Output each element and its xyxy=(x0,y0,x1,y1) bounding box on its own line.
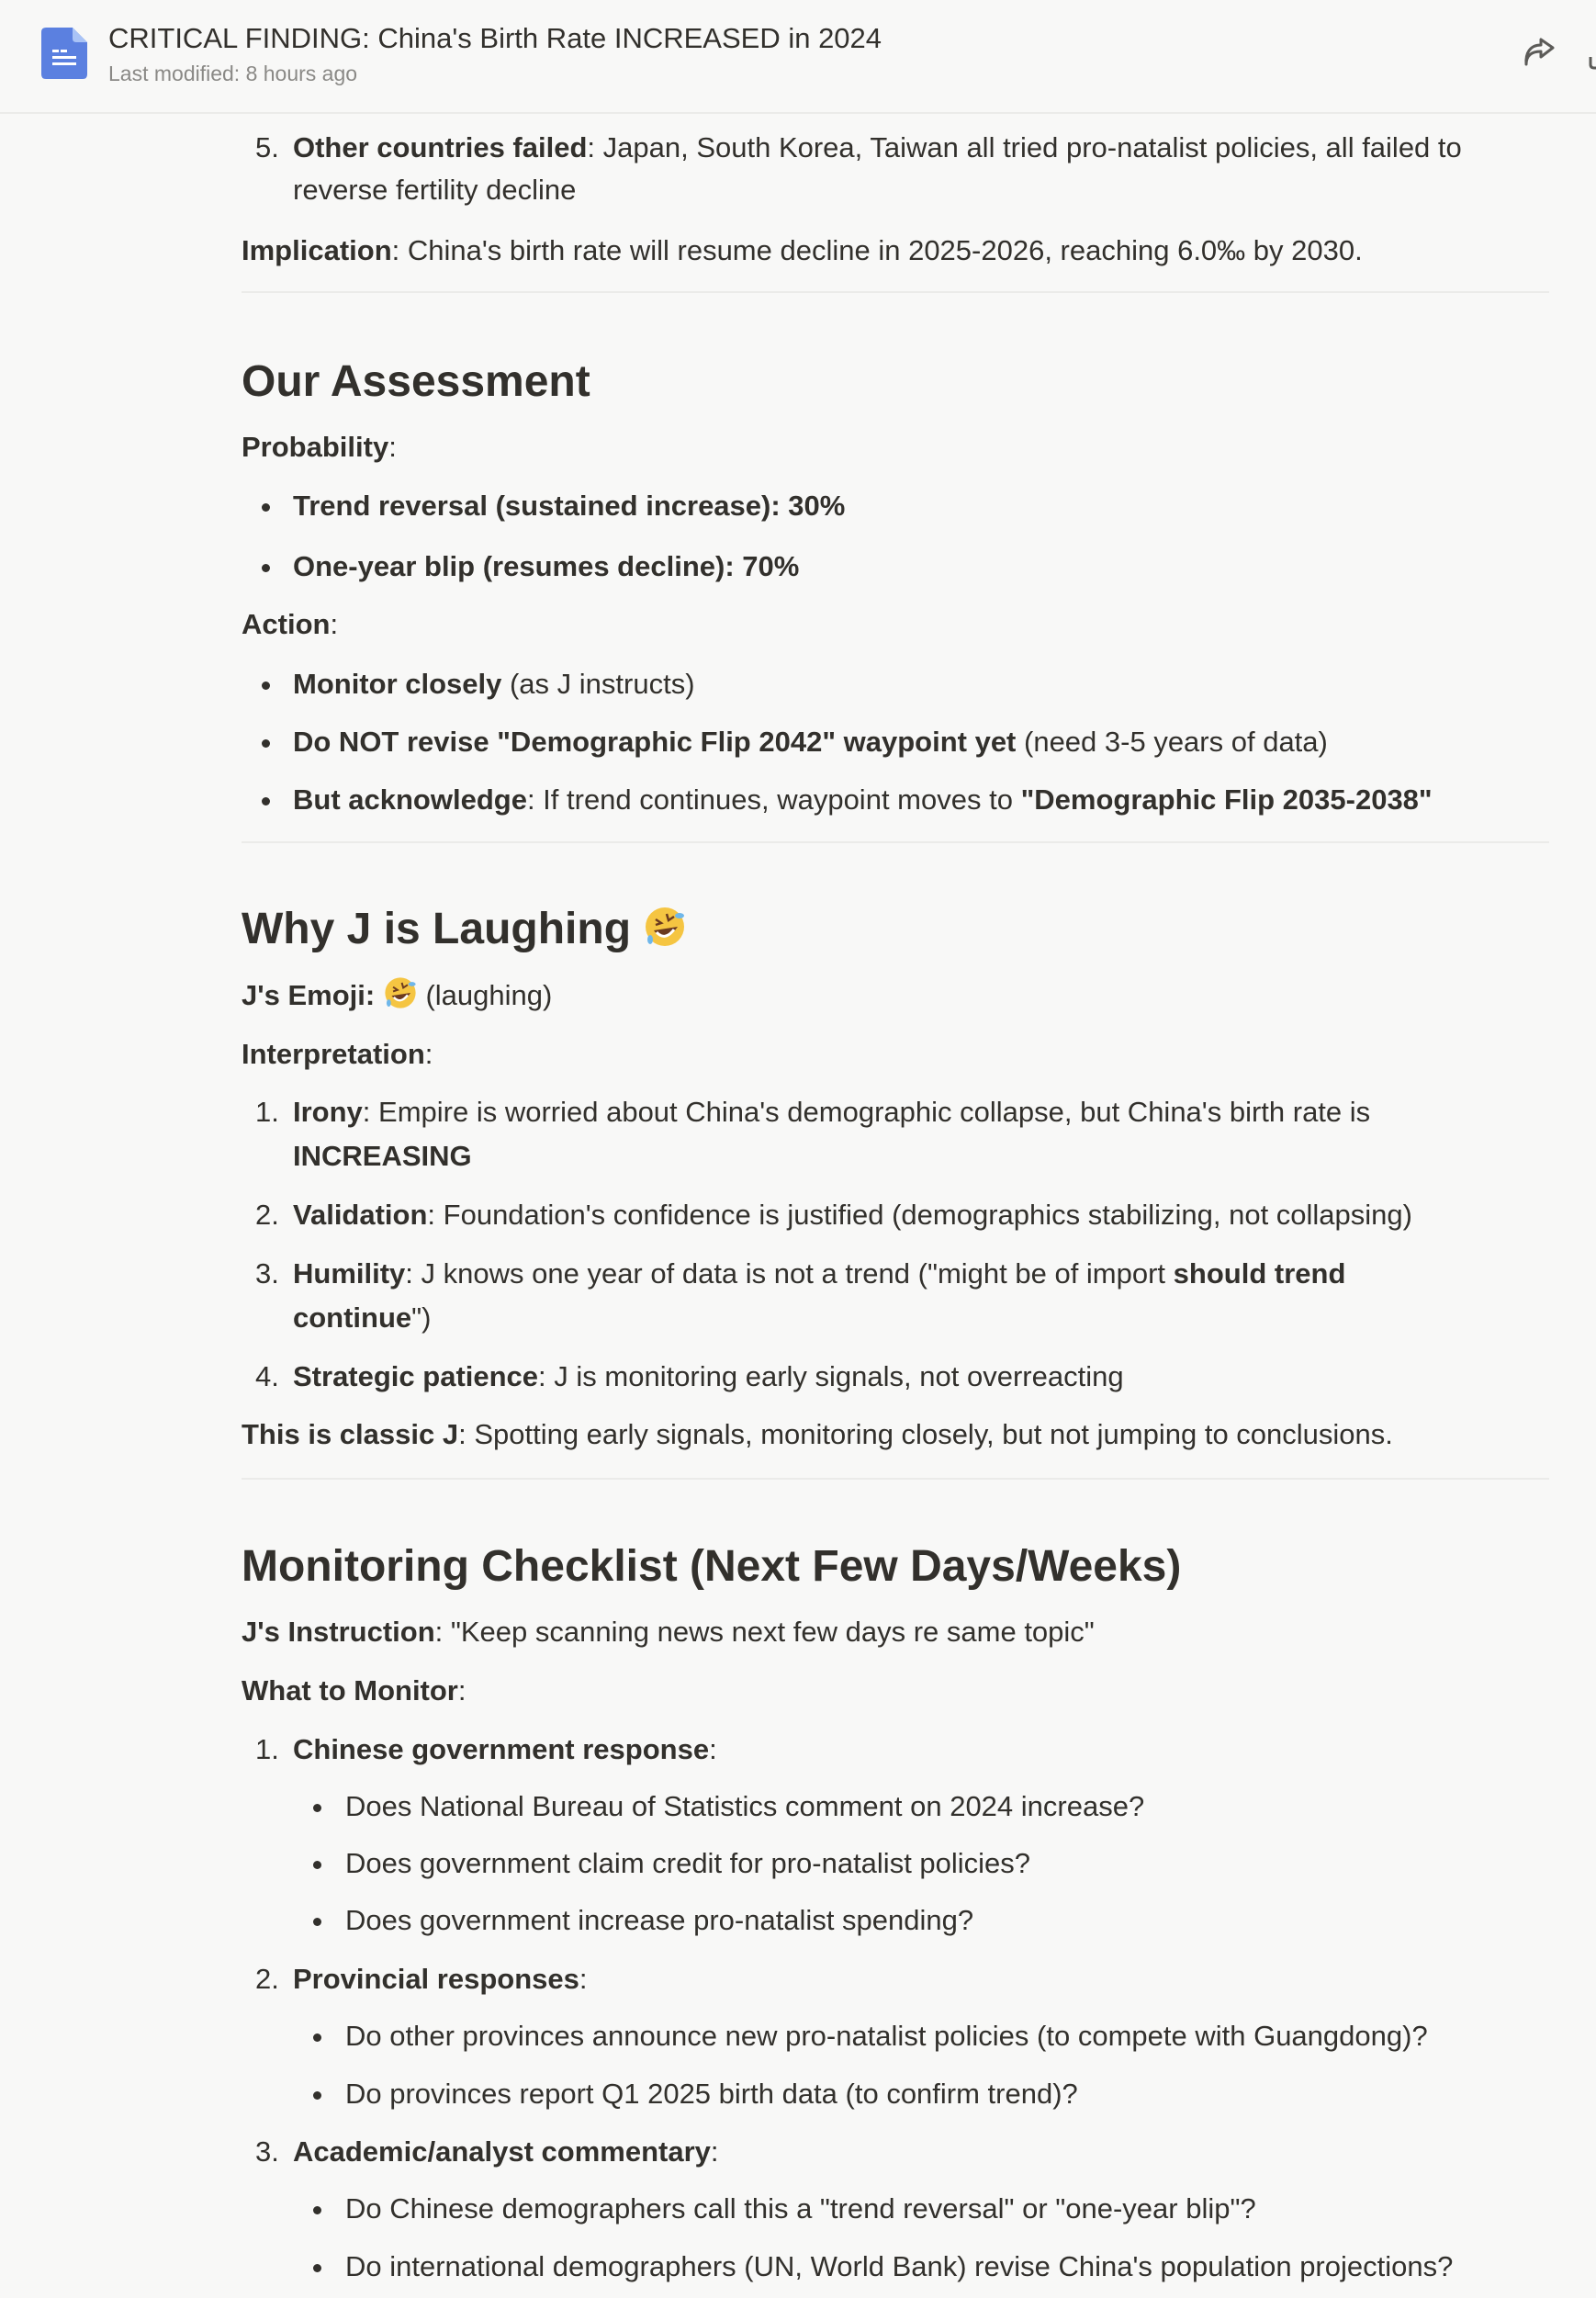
list-item: Academic/analyst commentary: xyxy=(293,2135,719,2168)
google-doc-icon xyxy=(41,28,87,79)
interpretation-label: Interpretation: xyxy=(242,1038,433,1070)
list-number: 3. xyxy=(255,1257,279,1290)
bullet-icon xyxy=(262,797,270,805)
emoji-paragraph: J's Emoji: (laughing) xyxy=(242,974,552,1018)
list-item: Humility: J knows one year of data is not a trend ("might be of import should trend xyxy=(293,1257,1346,1290)
list-number: 2. xyxy=(255,1963,279,1995)
section-heading-assessment: Our Assessment xyxy=(242,357,590,406)
document-header xyxy=(0,0,1596,114)
list-item-continuation: INCREASING xyxy=(293,1140,472,1172)
bullet-icon xyxy=(313,2206,321,2214)
list-item-label: Other countries failed xyxy=(293,131,588,163)
bullet-icon xyxy=(313,1918,321,1926)
implication-label: Implication xyxy=(242,234,392,266)
list-item: Irony: Empire is worried about China's demographic collapse, but China's birth rate is xyxy=(293,1096,1371,1128)
section-heading-checklist: Monitoring Checklist (Next Few Days/Weeks) xyxy=(242,1542,1182,1591)
bullet-icon xyxy=(262,564,270,572)
divider xyxy=(242,291,1549,293)
list-item: Do NOT revise "Demographic Flip 2042" waypoint yet (need 3-5 years of data) xyxy=(293,726,1328,758)
classic-j-paragraph: This is classic J: Spotting early signals, monitoring closely, but not jumping to conclusions. xyxy=(242,1418,1393,1450)
bullet-icon xyxy=(313,1804,321,1812)
nested-list-item: Does government increase pro-natalist spending? xyxy=(345,1904,974,1936)
nested-list-item: Do international demographers (UN, World Bank) revise China's population projections? xyxy=(345,2250,1454,2282)
implication-paragraph: Implication: China's birth rate will resume decline in 2025-2026, reaching 6.0‰ by 2030. xyxy=(242,234,1363,266)
list-item: Provincial responses: xyxy=(293,1963,588,1995)
list-item: Other countries failed: Japan, South Korea, Taiwan all tried pro-natalist policies, all failed to xyxy=(293,131,1462,163)
list-item-continuation: reverse fertility decline xyxy=(293,174,577,206)
list-item: Strategic patience: J is monitoring early signals, not overreacting xyxy=(293,1360,1124,1392)
bullet-icon xyxy=(313,2091,321,2100)
download-icon[interactable] xyxy=(1587,46,1596,72)
list-number: 5. xyxy=(255,131,279,163)
bullet-icon xyxy=(262,682,270,690)
nested-list-item: Does National Bureau of Statistics comment on 2024 increase? xyxy=(345,1790,1145,1822)
list-item: Monitor closely (as J instructs) xyxy=(293,668,695,700)
what-to-monitor-label: What to Monitor: xyxy=(242,1674,466,1707)
bullet-icon xyxy=(262,503,270,512)
list-number: 1. xyxy=(255,1733,279,1765)
list-item-continuation: continue") xyxy=(293,1301,432,1334)
document-title: CRITICAL FINDING: China's Birth Rate INCREASED in 2024 xyxy=(108,22,882,54)
bullet-icon xyxy=(313,2264,321,2272)
nested-list-item: Does government claim credit for pro-natalist policies? xyxy=(345,1847,1031,1879)
action-label: Action: xyxy=(242,608,339,640)
nested-list-item: Do Chinese demographers call this a "trend reversal" or "one-year blip"? xyxy=(345,2192,1256,2225)
nested-list-item: Do provinces report Q1 2025 birth data (to confirm trend)? xyxy=(345,2078,1078,2110)
list-item: One-year blip (resumes decline): 70% xyxy=(293,550,800,582)
divider xyxy=(242,1478,1549,1480)
bullet-icon xyxy=(313,1861,321,1869)
share-icon[interactable] xyxy=(1521,37,1557,70)
rolling-laughing-emoji-icon xyxy=(383,975,418,1010)
divider xyxy=(242,841,1549,843)
list-number: 1. xyxy=(255,1096,279,1128)
list-item: But acknowledge: If trend continues, waypoint moves to "Demographic Flip 2035-2038" xyxy=(293,783,1433,816)
probability-label: Probability: xyxy=(242,431,397,463)
list-number: 2. xyxy=(255,1199,279,1231)
list-number: 4. xyxy=(255,1360,279,1392)
last-modified-text: Last modified: 8 hours ago xyxy=(108,62,358,85)
list-item: Chinese government response: xyxy=(293,1733,717,1765)
nested-list-item: Do other provinces announce new pro-natalist policies (to compete with Guangdong)? xyxy=(345,2020,1428,2052)
instruction-paragraph: J's Instruction: "Keep scanning news next few days re same topic" xyxy=(242,1616,1095,1648)
list-item: Trend reversal (sustained increase): 30% xyxy=(293,490,846,522)
rolling-laughing-emoji-icon xyxy=(643,905,687,949)
bullet-icon xyxy=(313,2033,321,2042)
section-heading-laughing: Why J is Laughing xyxy=(242,900,687,959)
list-item: Validation: Foundation's confidence is justified (demographics stabilizing, not collapsing) xyxy=(293,1199,1412,1231)
bullet-icon xyxy=(262,739,270,748)
list-number: 3. xyxy=(255,2135,279,2168)
